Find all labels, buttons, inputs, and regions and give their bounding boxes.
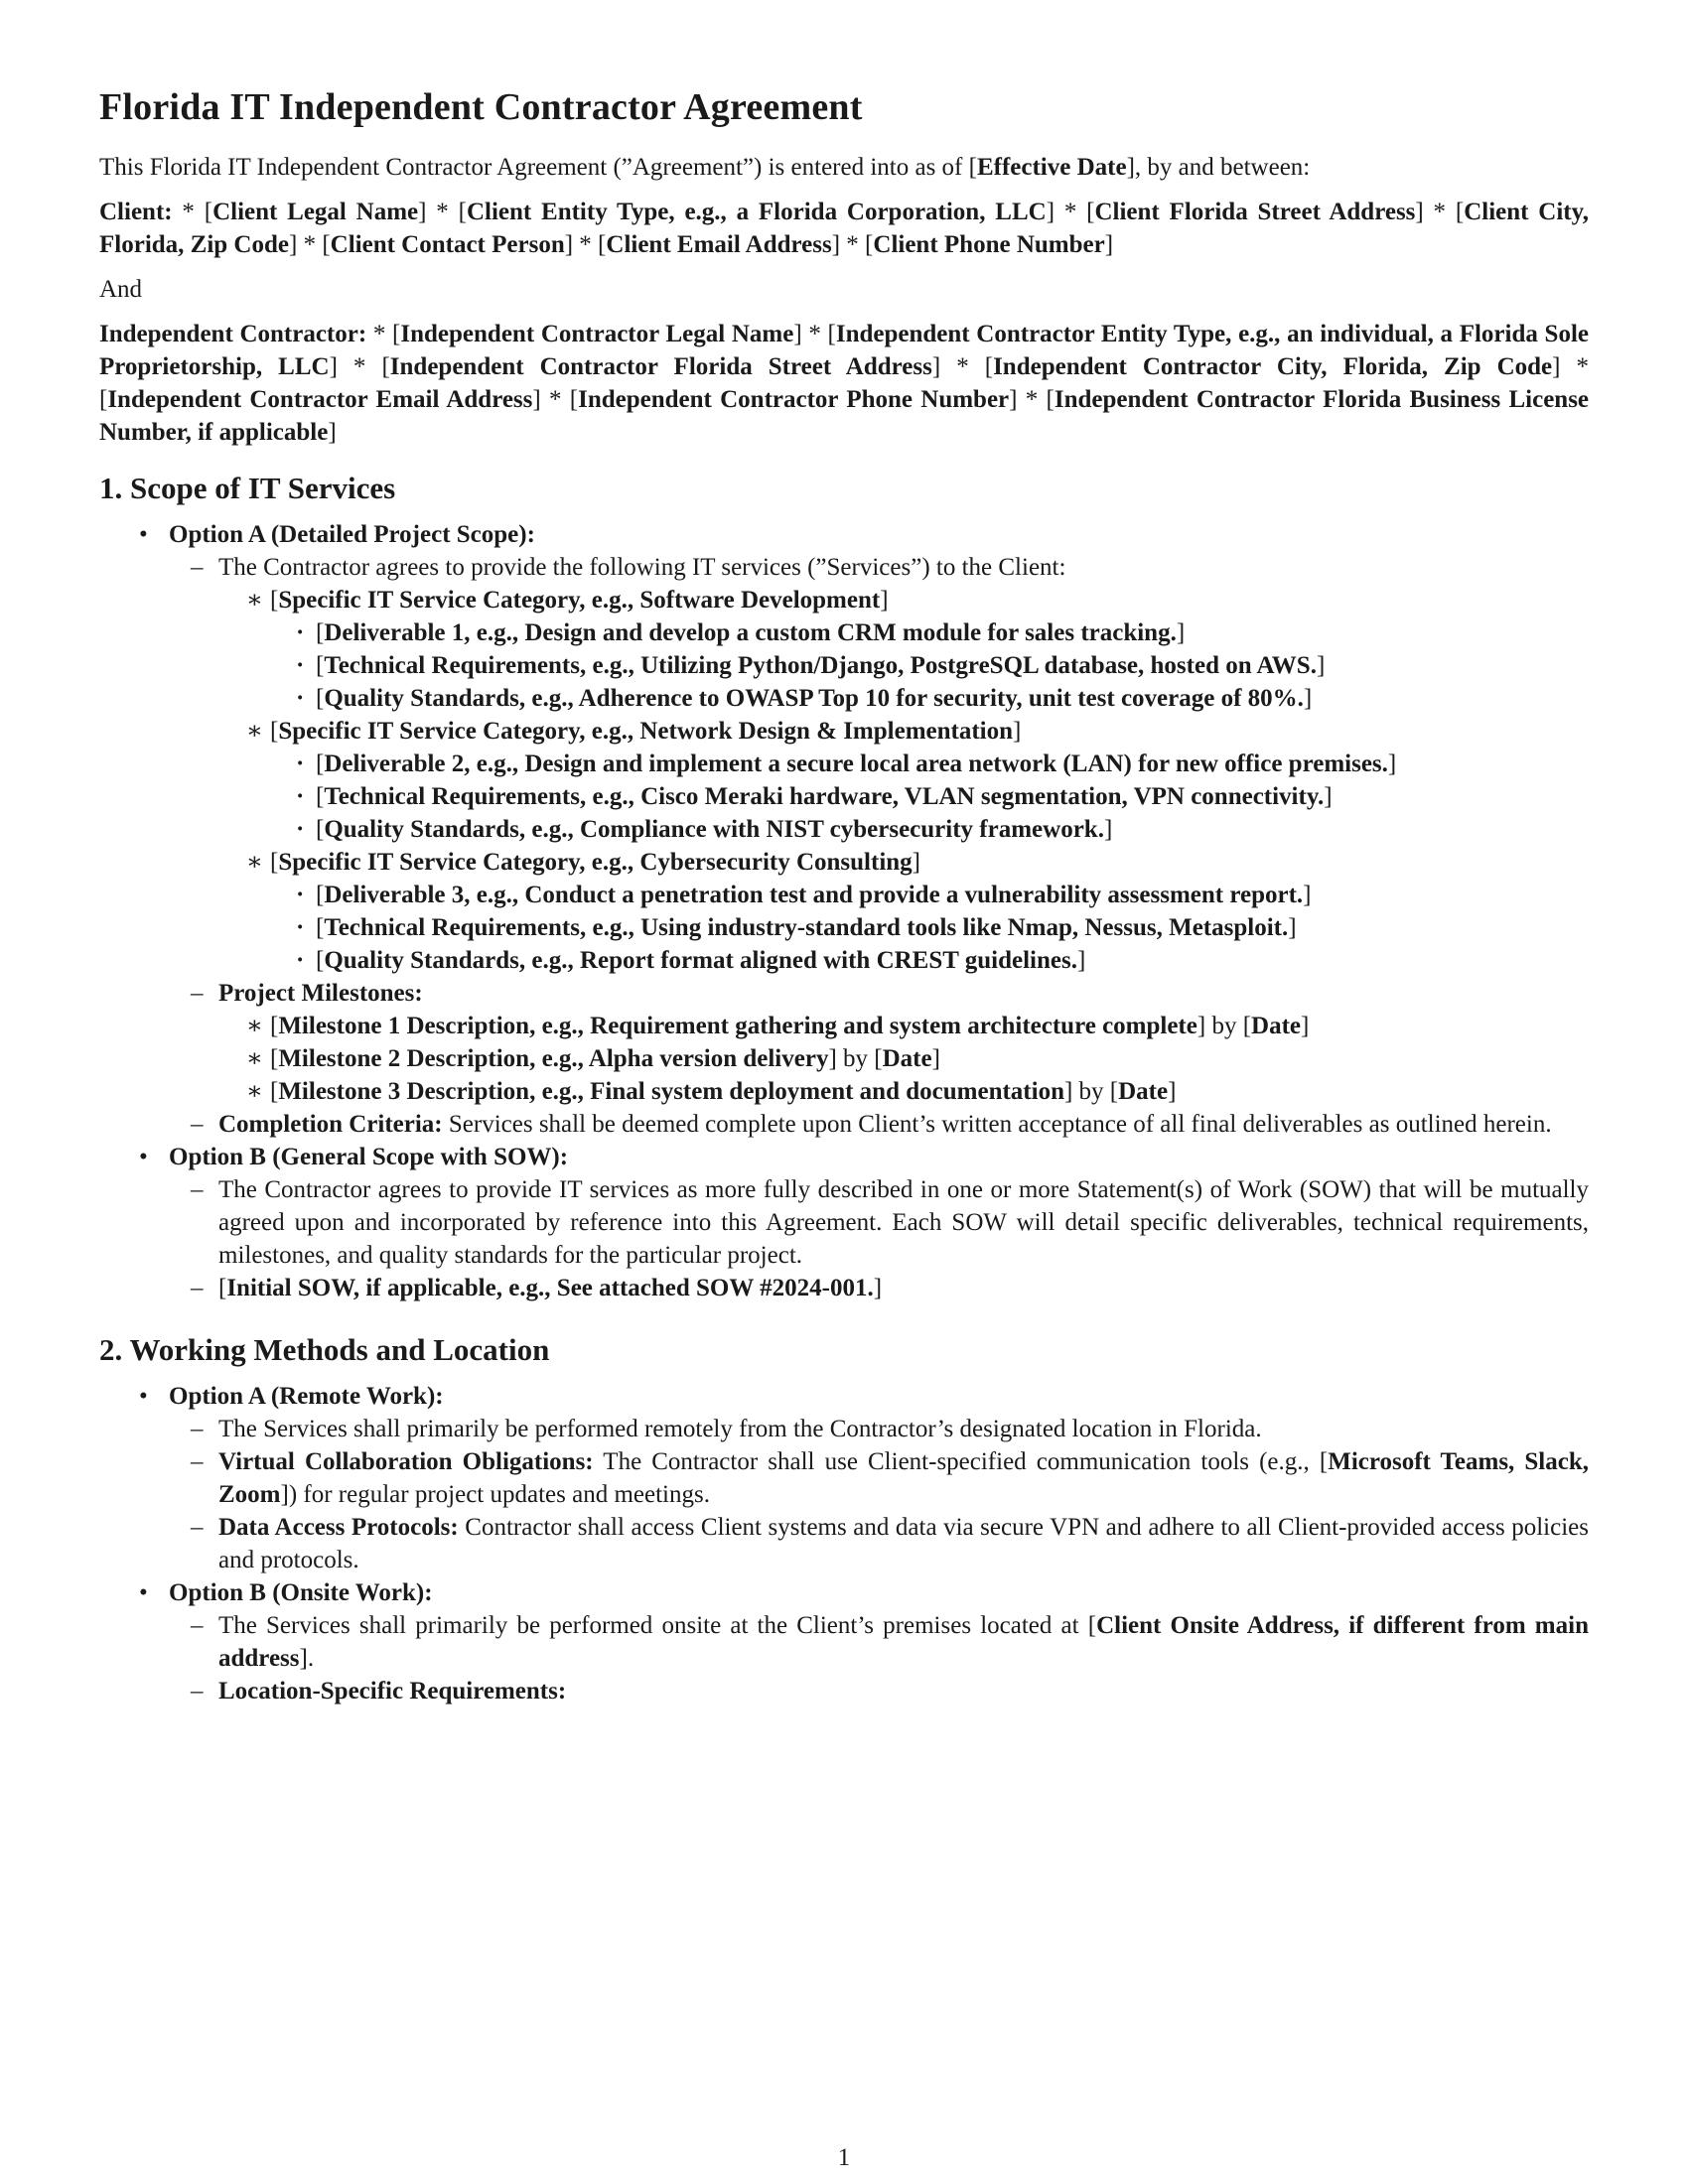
client-field: Client Contact Person (330, 231, 565, 258)
category-item: · [Deliverable 1, e.g., Design and develop a custom CRM module for sales tracking.] (270, 616, 1589, 649)
client-field: Client Florida Street Address (1094, 199, 1416, 225)
initial-sow: – [Initial SOW, if applicable, e.g., See attached SOW #2024-001.] (159, 1272, 1589, 1304)
milestone-item: ∗ [Milestone 2 Description, e.g., Alpha version delivery] by [Date] (218, 1042, 1589, 1075)
category-item: · [Quality Standards, e.g., Report format aligned with CREST guidelines.] (270, 944, 1589, 977)
client-field: Client City, Florida, Zip Code (99, 199, 1589, 258)
s1-option-a-label: Option A (Detailed Project Scope): (169, 521, 535, 548)
client-field: Client Email Address (606, 231, 832, 258)
category-item: · [Technical Requirements, e.g., Using industry-standard tools like Nmap, Nessus, Metasploit.] (270, 911, 1589, 944)
category-item: · [Technical Requirements, e.g., Cisco Meraki hardware, VLAN segmentation, VPN connectivity.] (270, 780, 1589, 813)
location-requirements: – Location-Specific Requirements: (159, 1675, 1589, 1707)
virtual-collaboration: – Virtual Collaboration Obligations: The Contractor shall use Client-specified communication tools (e.g., [Microsoft Teams, Slack, Zoom]) for regular project updates and meetings. (159, 1445, 1589, 1511)
s1-option-b-label: Option B (General Scope with SOW): (169, 1144, 569, 1170)
section-1-options (99, 518, 1589, 1304)
client-field: Client Entity Type, e.g., a Florida Corporation, LLC (466, 199, 1047, 225)
contractor-label: Independent Contractor: (99, 321, 367, 347)
section-1-heading: 1. Scope of IT Services (99, 471, 396, 505)
document-page (99, 83, 1589, 1707)
onsite-work-text: – The Services shall primarily be performed onsite at the Client’s premises located at [Client Onsite Address, if different from main address]. (159, 1609, 1589, 1675)
contractor-field: Independent Contractor Email Address (107, 386, 533, 413)
category-item: · [Quality Standards, e.g., Adherence to OWASP Top 10 for security, unit test coverage of 80%.] (270, 682, 1589, 715)
section-2-options (99, 1380, 1589, 1707)
contractor-field: Independent Contractor Phone Number (578, 386, 1010, 413)
contractor-field: Independent Contractor Legal Name (400, 321, 794, 347)
completion-criteria: – Completion Criteria: Services shall be deemed complete upon Client’s written acceptance of all final deliverables as outlined herein. (159, 1108, 1589, 1141)
s1-option-a (99, 518, 1589, 1141)
s2-option-b-label: Option B (Onsite Work): (169, 1579, 433, 1606)
contractor-field: Independent Contractor Florida Street Address (389, 353, 932, 380)
category-item: · [Deliverable 3, e.g., Conduct a penetration test and provide a vulnerability assessment report.] (270, 879, 1589, 911)
category-item: · [Deliverable 2, e.g., Design and implement a secure local area network (LAN) for new office premises.] (270, 748, 1589, 780)
contractor-field: Independent Contractor Florida Business License Number, if applicable (99, 386, 1590, 446)
category-item: · [Technical Requirements, e.g., Utilizing Python/Django, PostgreSQL database, hosted on AWS.] (270, 649, 1589, 682)
service-category: ∗ [Specific IT Service Category, e.g., Cybersecurity Consulting] · [Deliverable 3, e.g., Conduct a penetration test and provide a vulnerability assessment report.] · [Technical Requirements, e.g., Using industry-standard tools like Nmap, Nessus, Metasploit.] · [Quality Standards, e.g., Report format aligned with CREST guidelines.] (218, 846, 1589, 977)
contractor-field: Independent Contractor Entity Type, e.g., an individual, a Florida Sole Proprietorship, LLC (99, 321, 1589, 380)
service-category: ∗ [Specific IT Service Category, e.g., Network Design & Implementation] · [Deliverable 2, e.g., Design and implement a secure local area network (LAN) for new office premises.] · [Technical Requirements, e.g., Cisco Meraki hardware, VLAN segmentation, VPN connectivity.] · [Quality Standards, e.g., Compliance with NIST cybersecurity framework.] (218, 715, 1589, 846)
section-2-heading: 2. Working Methods and Location (99, 1332, 550, 1367)
client-field: Client Phone Number (873, 231, 1105, 258)
contractor-block: Independent Contractor: * [Independent Contractor Legal Name] * [Independent Contractor Entity Type, e.g., an individual, a Florida Sole Proprietorship, LLC] * [Independent Contractor Florida Street Address] * [Independent Contractor City, Florida, Zip Code] * [Independent Contractor Email Address] * [Independent Contractor Phone Number] * [Independent Contractor Florida Business License Number, if applicable] (99, 321, 1590, 446)
s2-option-a-label: Option A (Remote Work): (169, 1383, 444, 1410)
milestones-label: Project Milestones: (218, 980, 423, 1007)
client-field: Client Legal Name (212, 199, 419, 225)
and-text: And (99, 276, 143, 303)
s2-option-a (99, 1380, 1589, 1576)
client-label: Client: (99, 199, 173, 225)
service-category: ∗ [Specific IT Service Category, e.g., Software Development] · [Deliverable 1, e.g., Design and develop a custom CRM module for sales tracking.] · [Technical Requirements, e.g., Utilizing Python/Django, PostgreSQL database, hosted on AWS.] · [Quality Standards, e.g., Adherence to OWASP Top 10 for security, unit test coverage of 80%.] (218, 584, 1589, 715)
document-title: Florida IT Independent Contractor Agreement (99, 86, 863, 128)
milestone-item: ∗ [Milestone 3 Description, e.g., Final system deployment and documentation] by [Date] (218, 1075, 1589, 1108)
milestone-item: ∗ [Milestone 1 Description, e.g., Requirement gathering and system architecture complete] by [Date] (218, 1010, 1589, 1042)
remote-work-text: – The Services shall primarily be performed remotely from the Contractor’s designated location in Florida. (159, 1413, 1589, 1445)
data-access-protocols: – Data Access Protocols: Contractor shall access Client systems and data via secure VPN and adhere to all Client-provided access policies and protocols. (159, 1511, 1589, 1576)
page-number: 1 (837, 2144, 851, 2171)
s1-option-b-text: – The Contractor agrees to provide IT services as more fully described in one or more Statement(s) of Work (SOW) that will be mutually agreed upon and incorporated by reference into this Agreement. Each SOW will detail specific deliverables, technical requirements, milestones, and quality standards for the particular project. (159, 1173, 1589, 1272)
category-item: · [Quality Standards, e.g., Compliance with NIST cybersecurity framework.] (270, 813, 1589, 846)
s1-option-a-intro: – The Contractor agrees to provide the following IT services (”Services”) to the Client: ∗ [Specific IT Service Category, e.g., Software Development] · [Deliverable 1, e.g., Design and develop a custom CRM module for sales tracking.] · [Technical Requirements, e.g., Utilizing Python/Django, PostgreSQL database, hosted on AWS.] · [Quality Standards, e.g., Adherence to OWASP Top 10 for security, unit test coverage of 80%.] ∗ [Specific IT Service Category, e.g., Network Design & Implementation] · [Deliverable 2, e.g., Design and implement a secure local area network (LAN) for new office premises.] · [Technical Requirements, e.g., Cisco Meraki hardware, VLAN segmentation, VPN connectivity.] · [Quality Standards, e.g., Compliance with NIST cybersecurity framework.] ∗ [Specific IT Service Category, e.g., Cybersecurity Consulting] · [Deliverable 3, e.g., Conduct a penetration test and provide a vulnerability assessment report.] · [Technical Requirements, e.g., Using industry-standard tools like Nmap, Nessus, Metasploit.] · [Quality Standards, e.g., Report format aligned with CREST guidelines.] (159, 551, 1589, 977)
project-milestones (159, 977, 1589, 1108)
effective-date-placeholder: Effective Date (976, 154, 1127, 181)
intro-paragraph: This Florida IT Independent Contractor Agreement (”Agreement”) is entered into as of [Effective Date], by and between: (99, 154, 1311, 181)
client-block: Client: * [Client Legal Name] * [Client Entity Type, e.g., a Florida Corporation, LLC] * [Client Florida Street Address] * [Client City, Florida, Zip Code] * [Client Contact Person] * [Client Email Address] * [Client Phone Number] (99, 199, 1589, 258)
s2-option-b (99, 1576, 1589, 1707)
contractor-field: Independent Contractor City, Florida, Zip Code (993, 353, 1553, 380)
s1-option-b (99, 1141, 1589, 1304)
